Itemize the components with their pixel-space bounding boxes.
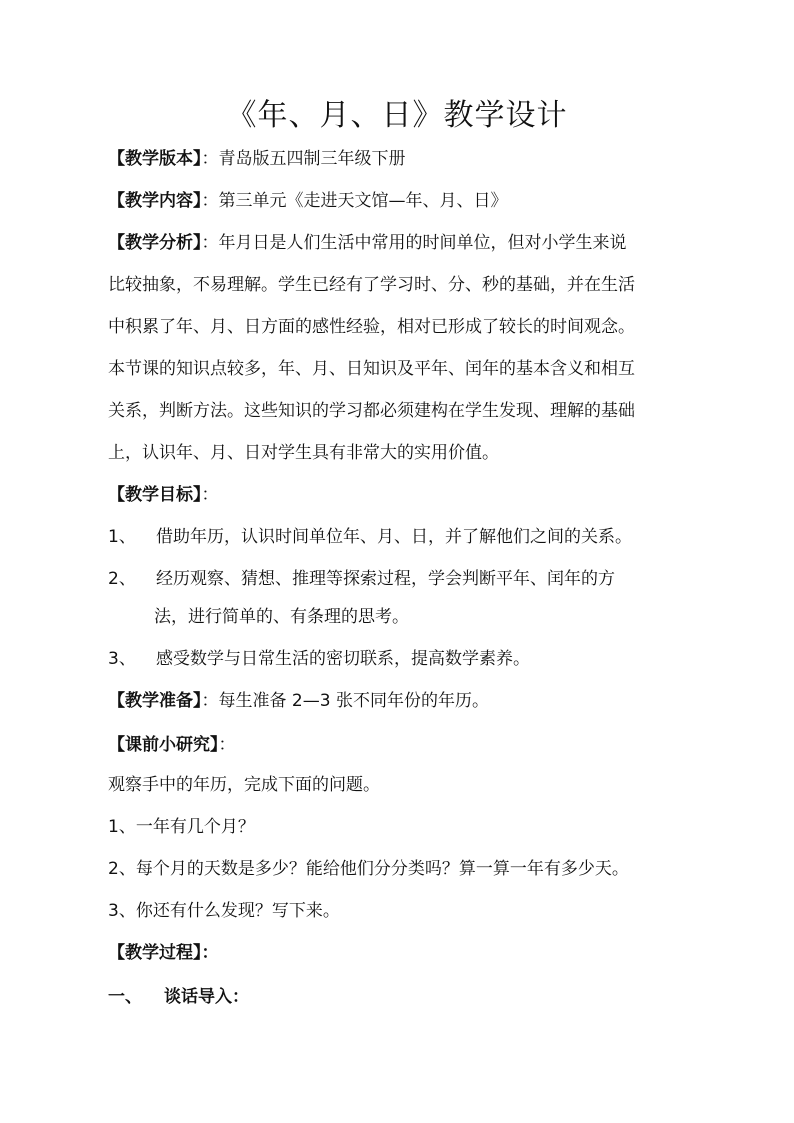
- prep-label: 【教学准备】: [108, 691, 202, 711]
- goal-number: 1、: [108, 527, 136, 547]
- analysis-text: 中积累了年、月、日方面的感性经验，相对已形成了较长的时间观念。: [108, 317, 635, 337]
- preview-question: 1、一年有几个月？: [108, 817, 255, 837]
- prep-line: [108, 688, 708, 714]
- version-line: [108, 146, 708, 172]
- preview-intro: 观察手中的年历，完成下面的问题。: [108, 775, 380, 795]
- page-title: 《年、月、日》教学设计: [226, 98, 568, 133]
- goal-text: 借助年历，认识时间单位年、月、日，并了解他们之间的关系。: [156, 527, 632, 547]
- goal-number: 3、: [108, 649, 136, 669]
- goals-suffix: ：: [201, 485, 219, 505]
- analysis-text: 关系，判断方法。这些知识的学习都必须建构在学生发现、理解的基础: [108, 401, 635, 421]
- goals-label: 【教学目标】: [108, 485, 202, 505]
- preview-label: 【课前小研究】: [108, 735, 219, 755]
- analysis-line: [108, 230, 708, 256]
- process-label: 【教学过程】: [108, 943, 202, 963]
- goal-item: [108, 524, 708, 550]
- step-title: 谈话导入：: [164, 987, 249, 1007]
- goal-item: [108, 566, 708, 592]
- preview-heading: [108, 732, 708, 758]
- analysis-text: 比较抽象，不易理解。学生已经有了学习时、分、秒的基础，并在生活: [108, 275, 635, 295]
- preview-question: 3、你还有什么发现？写下来。: [108, 901, 340, 921]
- goal-item: [108, 646, 708, 672]
- analysis-label: 【教学分析】: [108, 233, 202, 253]
- version-value: ：青岛版五四制三年级下册: [201, 149, 406, 169]
- goal-text: 感受数学与日常生活的密切联系，提高数学素养。: [156, 649, 530, 669]
- prep-value: ：每生准备 2—3 张不同年份的年历。: [201, 691, 489, 711]
- analysis-text: 本节课的知识点较多，年、月、日知识及平年、闰年的基本含义和相互: [108, 359, 635, 379]
- process-suffix: ：: [201, 943, 219, 963]
- content-value: ：第三单元《走进天文馆—年、月、日》: [201, 191, 508, 211]
- goal-text: 经历观察、猜想、推理等探索过程，学会判断平年、闰年的方: [156, 569, 615, 589]
- analysis-text: ：年月日是人们生活中常用的时间单位，但对小学生来说: [201, 233, 627, 253]
- step-number: 一、: [108, 987, 142, 1007]
- preview-question: 2、每个月的天数是多少？能给他们分分类吗？算一算一年有多少天。: [108, 859, 629, 879]
- process-heading: [108, 940, 708, 966]
- process-step: [108, 984, 708, 1010]
- preview-suffix: ：: [218, 735, 236, 755]
- version-label: 【教学版本】: [108, 149, 202, 169]
- goals-heading: [108, 482, 708, 508]
- content-label: 【教学内容】: [108, 191, 202, 211]
- goal-text-continued: 法，进行简单的、有条理的思考。: [154, 607, 409, 627]
- analysis-text: 上，认识年、月、日对学生具有非常大的实用价值。: [108, 443, 499, 463]
- content-line: [108, 188, 708, 214]
- goal-number: 2、: [108, 569, 136, 589]
